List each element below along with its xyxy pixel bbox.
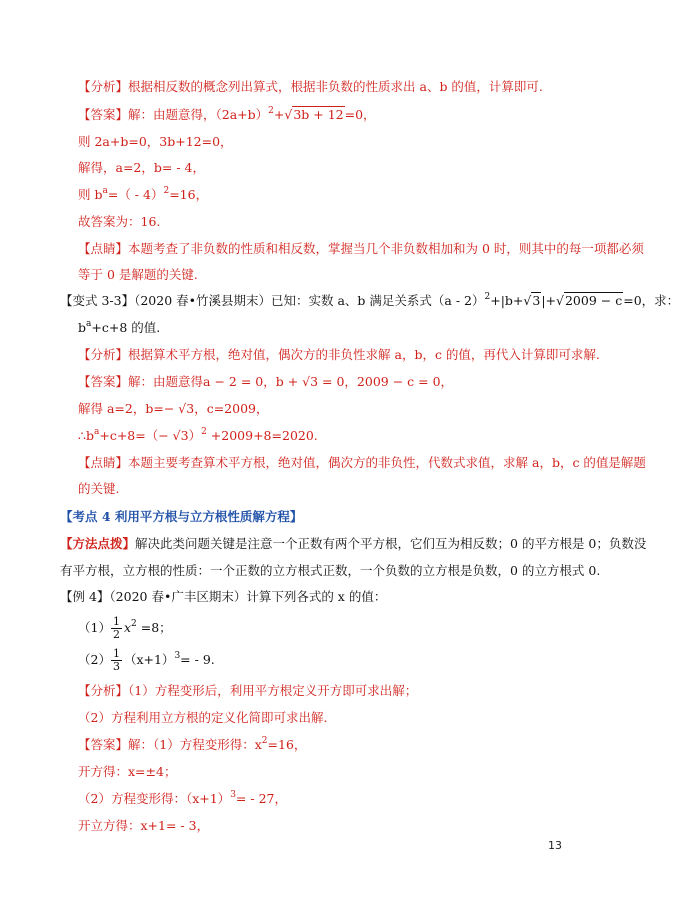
denominator: 2 <box>112 628 120 641</box>
page-number: 13 <box>548 839 562 852</box>
answer-line-5: 故答案为：16. <box>78 214 161 229</box>
numerator: 1 <box>112 615 120 628</box>
sqrt-expression: √2009 − c <box>556 293 623 308</box>
superscript: 2 <box>484 292 491 302</box>
example-4-title: 【例 4】（2020 春•广丰区期末）计算下列各式的 x 的值： <box>60 589 387 604</box>
comment-text: 本题主要考查算术平方根，绝对值，偶次方的非负性，代数式求值，求解 a，b，c 的值是解题 <box>128 455 646 470</box>
answer-tag: 【答案】 <box>78 107 129 122</box>
superscript: 3 <box>174 651 181 661</box>
analysis-text: 根据相反数的概念列出算式，根据非负数的性质求出 a、b 的值，计算即可. <box>128 79 543 94</box>
answer-text: 解：由题意得，（2a+b） <box>128 107 269 122</box>
radicand: 2009 − c <box>564 293 623 308</box>
comment-line-3 <box>78 455 646 471</box>
analysis-tag: 【分析】 <box>78 683 129 698</box>
text: ∴b <box>78 428 94 443</box>
text: =16， <box>267 737 307 752</box>
comment-line-4: 的关键. <box>78 481 120 496</box>
superscript: a <box>93 427 100 437</box>
analysis-text: 根据算术平方根，绝对值，偶次方的非负性求解 a，b，c 的值，再代入计算即可求解. <box>128 347 600 362</box>
denominator: 3 <box>112 660 120 673</box>
text: = - 9. <box>180 652 215 667</box>
section-heading-kaodian-4: 【考点 4 利用平方根与立方根性质解方程】 <box>60 509 303 524</box>
answer-line-6 <box>78 374 453 390</box>
answer-text: 解：（1）方程变形得：x <box>128 737 262 752</box>
answer-tag: 【答案】 <box>78 737 129 752</box>
analysis-line-4: （2）方程利用立方根的定义化简即可求出解. <box>78 710 328 725</box>
text: 则 b <box>78 187 103 202</box>
method-tag: 【方法点拨】 <box>60 536 136 551</box>
text: b <box>78 320 87 335</box>
comment-text: 本题考查了非负数的性质和相反数，掌握当几个非负数相加和为 0 时，则其中的每一项都必须 <box>128 241 644 256</box>
comment-line-2: 等于 0 是解题的关键. <box>78 267 198 282</box>
sqrt-expression: √3b + 12 <box>284 107 344 122</box>
text: （2）方程变形得：（x+1） <box>78 791 231 806</box>
superscript: a <box>86 319 92 329</box>
text: +c+8 的值. <box>91 320 161 335</box>
analysis-text: （1）方程变形后，利用平方根定义开方即可求出解； <box>128 683 418 698</box>
analysis-line-2 <box>78 347 600 363</box>
text: =（ - 4） <box>107 187 164 202</box>
comment-tag: 【点睛】 <box>78 455 129 470</box>
answer-line-1 <box>78 107 376 125</box>
comment-tag: 【点睛】 <box>78 241 129 256</box>
plus-sign: + <box>273 107 285 122</box>
text: = - 27， <box>235 791 287 806</box>
method-tip-line-2: 有平方根，立方根的性质：一个正数的立方根式正数，一个负数的立方根是负数，0 的立方根式 0. <box>60 563 601 578</box>
numerator: 1 <box>112 647 120 660</box>
analysis-line-1 <box>78 79 543 95</box>
superscript: 2 <box>268 106 274 116</box>
text: =8； <box>136 620 172 635</box>
example-4-part-2 <box>78 648 215 673</box>
example-4-part-1 <box>78 616 172 641</box>
text: x <box>123 620 132 635</box>
variant-3-3-line-2 <box>78 320 160 338</box>
radicand: 3b + 12 <box>293 107 344 122</box>
text: （1） <box>78 620 111 635</box>
answer-line-8 <box>78 428 318 446</box>
answer-tag: 【答案】 <box>78 374 129 389</box>
variant-3-3-line-1 <box>60 293 679 311</box>
sqrt-expression: √3 <box>523 293 541 308</box>
answer-line-3: 解得，a=2，b= - 4， <box>78 160 205 175</box>
answer-line-10: 开方得：x=±4； <box>78 764 177 779</box>
method-text: 解决此类问题关键是注意一个正数有两个平方根，它们互为相反数；0 的平方根是 0；负数没 <box>135 536 647 551</box>
answer-line-12: 开立方得：x+1= - 3， <box>78 818 210 833</box>
analysis-tag: 【分析】 <box>78 347 129 362</box>
superscript: 3 <box>230 790 236 800</box>
superscript: 2 <box>131 619 137 629</box>
answer-line-7: 解得 a=2，b=− √3，c=2009， <box>78 401 269 416</box>
fraction <box>111 648 122 673</box>
radicand: 3 <box>532 293 541 308</box>
fraction <box>111 616 122 641</box>
analysis-tag: 【分析】 <box>78 79 129 94</box>
superscript: 2 <box>201 427 207 437</box>
answer-line-9 <box>78 737 306 755</box>
text: （2） <box>78 652 111 667</box>
analysis-line-3 <box>78 683 417 699</box>
method-tip-line-1 <box>60 536 646 552</box>
answer-line-11 <box>78 791 287 809</box>
text: =16， <box>169 187 209 202</box>
superscript: a <box>102 186 108 196</box>
equals-zero: =0， <box>344 107 376 122</box>
comment-line-1 <box>78 241 644 257</box>
superscript: 2 <box>163 186 170 196</box>
text: +c+8=（− √3） <box>99 428 202 443</box>
text: 【变式 3-3】（2020 春•竹溪县期末）已知：实数 a、b 满足关系式（a - 2） <box>60 293 485 308</box>
answer-text: 解：由题意得a − 2 = 0，b + √3 = 0，2009 − c = 0， <box>128 374 454 389</box>
text: |+ <box>541 293 557 308</box>
superscript: 2 <box>261 736 268 746</box>
text: +2009+8=2020. <box>206 428 318 443</box>
text: （x+1） <box>123 652 175 667</box>
text: +|b+ <box>490 293 524 308</box>
answer-line-2: 则 2a+b=0，3b+12=0， <box>78 134 233 149</box>
answer-line-4 <box>78 187 208 205</box>
text: =0，求： <box>623 293 679 308</box>
